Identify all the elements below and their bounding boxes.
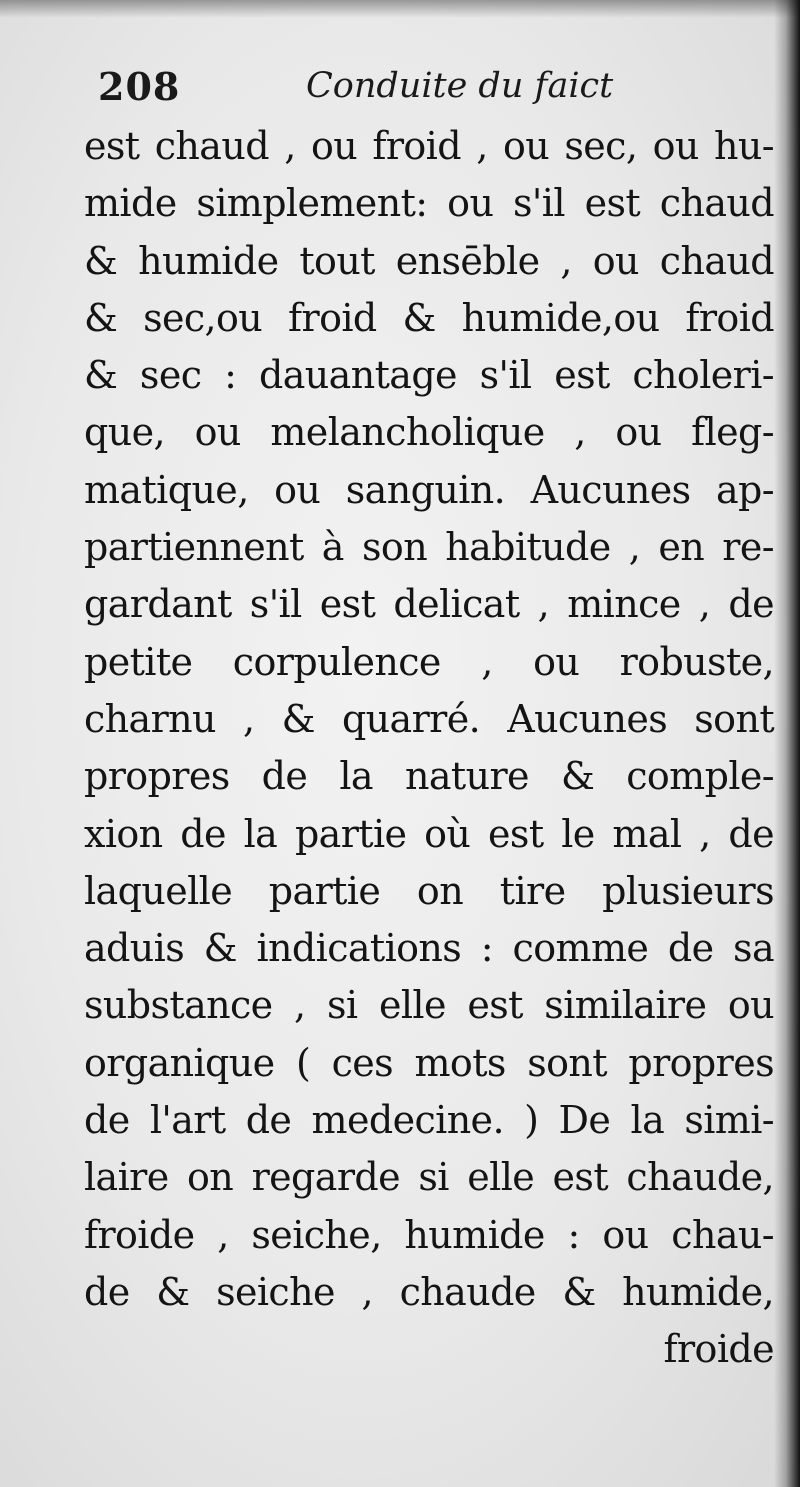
text-line: & humide tout ensēble , ou chaud [84,238,774,283]
text-line: de l'art de medecine. ) De la simi- [84,1098,774,1143]
page-top-shadow [0,0,800,18]
text-line: de & seiche , chaude & humide, [84,1269,774,1314]
text-line: charnu , & quarré. Aucunes sont [84,696,774,741]
text-line: propres de la nature & comple- [84,754,774,799]
text-line: laquelle partie on tire plusieurs [84,868,774,913]
text-line: organique ( ces mots sont propres [84,1040,774,1085]
text-line: que, ou melancholique , ou fleg- [84,410,774,455]
body-text [84,118,774,1379]
text-line: partiennent à son habitude , en re- [84,525,774,570]
text-line: & sec : dauantage s'il est choleri- [84,353,774,398]
text-line: petite corpulence , ou robuste, [84,639,774,684]
text-line: matique, ou sanguin. Aucunes ap- [84,467,774,512]
text-line: gardant s'il est delicat , mince , de [84,582,774,627]
text-line: substance , si elle est similaire ou [84,983,774,1028]
running-title: Conduite du faict [306,66,614,106]
running-head [98,62,678,112]
text-line: xion de la partie où est le mal , de [84,811,774,856]
catchword: froide [663,1327,774,1372]
page-number: 208 [98,64,181,109]
text-line: aduis & indications : comme de sa [84,926,774,971]
text-line: est chaud , ou froid , ou sec, ou hu- [84,124,774,168]
page-gutter-shadow [774,0,800,1487]
text-line: froide , seiche, humide : ou chau- [84,1212,774,1257]
text-line: mide simplement: ou s'il est chaud [84,181,774,226]
text-line: & sec,ou froid & humide,ou froid [84,295,774,340]
text-line: laire on regarde si elle est chaude, [84,1155,774,1200]
